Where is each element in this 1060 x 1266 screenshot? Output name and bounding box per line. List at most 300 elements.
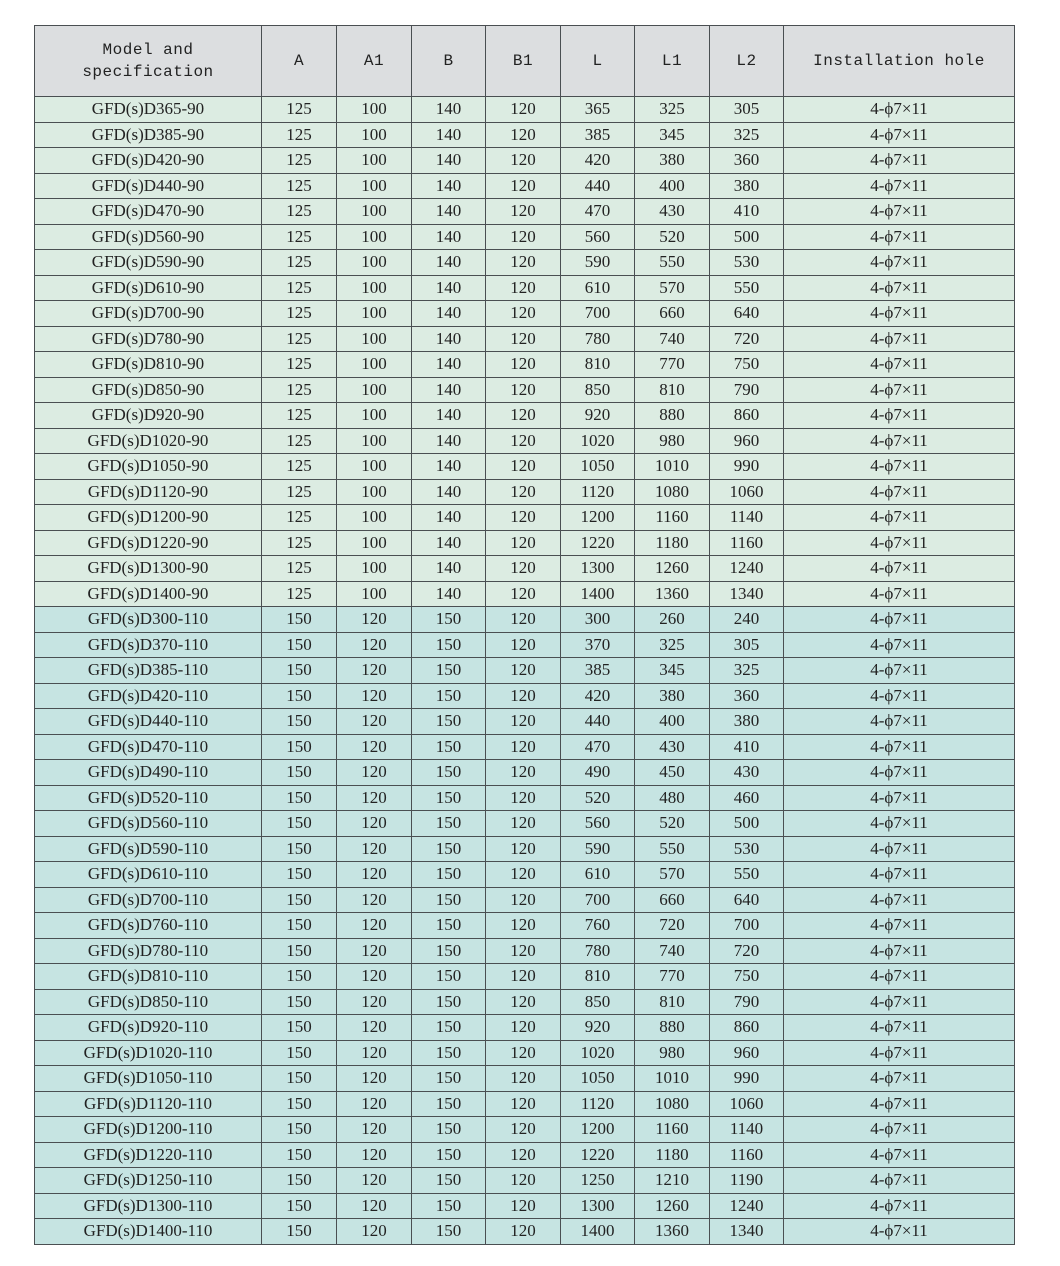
cell-model: GFD(s)D590-90	[35, 250, 262, 276]
cell-l: 1200	[561, 505, 635, 531]
cell-l: 1020	[561, 428, 635, 454]
cell-l1: 380	[635, 683, 710, 709]
cell-model: GFD(s)D520-110	[35, 785, 262, 811]
cell-l1: 1010	[635, 1066, 710, 1092]
cell-a1: 100	[337, 250, 412, 276]
cell-l: 1120	[561, 479, 635, 505]
cell-model: GFD(s)D1020-90	[35, 428, 262, 454]
cell-b1: 120	[486, 862, 561, 888]
cell-b1: 120	[486, 1142, 561, 1168]
cell-installation-hole: 4-ϕ7×11	[784, 1142, 1015, 1168]
cell-b1: 120	[486, 913, 561, 939]
cell-installation-hole: 4-ϕ7×11	[784, 964, 1015, 990]
table-row	[35, 173, 1015, 199]
cell-l: 560	[561, 811, 635, 837]
table-row	[35, 581, 1015, 607]
cell-l1: 1260	[635, 1193, 710, 1219]
cell-l2: 325	[710, 122, 784, 148]
cell-a1: 120	[337, 658, 412, 684]
cell-l: 385	[561, 658, 635, 684]
table-row	[35, 785, 1015, 811]
cell-installation-hole: 4-ϕ7×11	[784, 734, 1015, 760]
cell-l1: 770	[635, 352, 710, 378]
cell-a1: 120	[337, 785, 412, 811]
cell-a1: 120	[337, 1142, 412, 1168]
cell-model: GFD(s)D560-110	[35, 811, 262, 837]
cell-a: 150	[262, 811, 337, 837]
cell-l1: 810	[635, 377, 710, 403]
cell-a: 125	[262, 275, 337, 301]
cell-b1: 120	[486, 785, 561, 811]
cell-a: 125	[262, 428, 337, 454]
cell-a: 125	[262, 148, 337, 174]
table-row	[35, 301, 1015, 327]
cell-model: GFD(s)D420-90	[35, 148, 262, 174]
cell-model: GFD(s)D780-110	[35, 938, 262, 964]
cell-b1: 120	[486, 1168, 561, 1194]
cell-a1: 100	[337, 148, 412, 174]
cell-b: 150	[412, 1168, 486, 1194]
cell-a1: 100	[337, 428, 412, 454]
cell-a: 150	[262, 1040, 337, 1066]
cell-b: 150	[412, 913, 486, 939]
cell-l1: 550	[635, 250, 710, 276]
cell-installation-hole: 4-ϕ7×11	[784, 658, 1015, 684]
cell-b: 150	[412, 1066, 486, 1092]
cell-a: 150	[262, 989, 337, 1015]
cell-b: 140	[412, 97, 486, 123]
table-row	[35, 1040, 1015, 1066]
cell-a: 150	[262, 1168, 337, 1194]
cell-b1: 120	[486, 301, 561, 327]
cell-l2: 790	[710, 989, 784, 1015]
cell-b1: 120	[486, 224, 561, 250]
cell-a: 150	[262, 632, 337, 658]
cell-a1: 100	[337, 479, 412, 505]
cell-b: 150	[412, 1193, 486, 1219]
cell-a1: 120	[337, 1193, 412, 1219]
table-row	[35, 224, 1015, 250]
cell-b: 140	[412, 505, 486, 531]
header-installation-hole: Installation hole	[784, 26, 1015, 97]
table-row	[35, 709, 1015, 735]
cell-a1: 100	[337, 403, 412, 429]
cell-installation-hole: 4-ϕ7×11	[784, 454, 1015, 480]
cell-a1: 100	[337, 454, 412, 480]
cell-l: 810	[561, 352, 635, 378]
header-l: L	[561, 26, 635, 97]
cell-a: 125	[262, 97, 337, 123]
cell-a: 125	[262, 377, 337, 403]
cell-l2: 530	[710, 250, 784, 276]
cell-l1: 1180	[635, 530, 710, 556]
cell-l2: 410	[710, 734, 784, 760]
cell-b1: 120	[486, 403, 561, 429]
cell-installation-hole: 4-ϕ7×11	[784, 428, 1015, 454]
cell-l: 385	[561, 122, 635, 148]
cell-a: 125	[262, 250, 337, 276]
cell-b1: 120	[486, 1066, 561, 1092]
cell-a1: 120	[337, 683, 412, 709]
cell-a1: 100	[337, 301, 412, 327]
cell-a1: 100	[337, 556, 412, 582]
cell-model: GFD(s)D440-90	[35, 173, 262, 199]
cell-installation-hole: 4-ϕ7×11	[784, 1193, 1015, 1219]
cell-b1: 120	[486, 326, 561, 352]
cell-l1: 1210	[635, 1168, 710, 1194]
cell-a1: 120	[337, 913, 412, 939]
cell-installation-hole: 4-ϕ7×11	[784, 326, 1015, 352]
cell-model: GFD(s)D610-110	[35, 862, 262, 888]
cell-b: 150	[412, 1091, 486, 1117]
table-row	[35, 1091, 1015, 1117]
cell-l: 610	[561, 275, 635, 301]
cell-l2: 550	[710, 862, 784, 888]
cell-a: 150	[262, 658, 337, 684]
table-row	[35, 607, 1015, 633]
cell-l2: 990	[710, 1066, 784, 1092]
cell-l2: 430	[710, 760, 784, 786]
cell-a: 125	[262, 556, 337, 582]
cell-l: 760	[561, 913, 635, 939]
table-row	[35, 377, 1015, 403]
cell-b: 150	[412, 658, 486, 684]
table-row	[35, 454, 1015, 480]
cell-b: 150	[412, 760, 486, 786]
specification-table	[34, 25, 1015, 1245]
cell-a: 125	[262, 352, 337, 378]
cell-l2: 550	[710, 275, 784, 301]
cell-installation-hole: 4-ϕ7×11	[784, 1066, 1015, 1092]
cell-l1: 480	[635, 785, 710, 811]
cell-a: 150	[262, 734, 337, 760]
cell-l1: 1260	[635, 556, 710, 582]
cell-a1: 120	[337, 1117, 412, 1143]
header-l1: L1	[635, 26, 710, 97]
cell-b: 150	[412, 632, 486, 658]
cell-model: GFD(s)D700-90	[35, 301, 262, 327]
cell-model: GFD(s)D470-110	[35, 734, 262, 760]
table-row	[35, 250, 1015, 276]
cell-l2: 1060	[710, 479, 784, 505]
cell-installation-hole: 4-ϕ7×11	[784, 913, 1015, 939]
cell-b: 150	[412, 1219, 486, 1245]
cell-a: 150	[262, 1142, 337, 1168]
cell-installation-hole: 4-ϕ7×11	[784, 862, 1015, 888]
cell-l2: 1240	[710, 556, 784, 582]
cell-l: 1050	[561, 1066, 635, 1092]
table-row	[35, 836, 1015, 862]
table-row	[35, 938, 1015, 964]
table-row	[35, 862, 1015, 888]
cell-l2: 360	[710, 148, 784, 174]
cell-b1: 120	[486, 989, 561, 1015]
cell-l: 420	[561, 148, 635, 174]
cell-installation-hole: 4-ϕ7×11	[784, 122, 1015, 148]
cell-a: 150	[262, 964, 337, 990]
cell-model: GFD(s)D1400-110	[35, 1219, 262, 1245]
cell-a1: 100	[337, 97, 412, 123]
table-row	[35, 760, 1015, 786]
cell-model: GFD(s)D1200-110	[35, 1117, 262, 1143]
cell-a: 150	[262, 1015, 337, 1041]
cell-a1: 100	[337, 173, 412, 199]
cell-installation-hole: 4-ϕ7×11	[784, 836, 1015, 862]
table-row	[35, 556, 1015, 582]
cell-installation-hole: 4-ϕ7×11	[784, 989, 1015, 1015]
cell-l2: 1140	[710, 1117, 784, 1143]
cell-installation-hole: 4-ϕ7×11	[784, 148, 1015, 174]
cell-installation-hole: 4-ϕ7×11	[784, 760, 1015, 786]
cell-b: 150	[412, 785, 486, 811]
cell-l: 300	[561, 607, 635, 633]
cell-a: 125	[262, 530, 337, 556]
cell-model: GFD(s)D420-110	[35, 683, 262, 709]
cell-l2: 720	[710, 326, 784, 352]
cell-l1: 1360	[635, 1219, 710, 1245]
cell-l: 610	[561, 862, 635, 888]
cell-a: 150	[262, 760, 337, 786]
header-model	[35, 26, 262, 97]
header-b: B	[412, 26, 486, 97]
cell-installation-hole: 4-ϕ7×11	[784, 938, 1015, 964]
cell-b1: 120	[486, 97, 561, 123]
cell-a: 150	[262, 1193, 337, 1219]
cell-b1: 120	[486, 1117, 561, 1143]
cell-b1: 120	[486, 530, 561, 556]
cell-b: 150	[412, 1040, 486, 1066]
cell-l1: 1180	[635, 1142, 710, 1168]
table-row	[35, 505, 1015, 531]
cell-b: 150	[412, 811, 486, 837]
cell-a: 150	[262, 1091, 337, 1117]
cell-installation-hole: 4-ϕ7×11	[784, 250, 1015, 276]
cell-l2: 640	[710, 887, 784, 913]
cell-a: 125	[262, 581, 337, 607]
cell-model: GFD(s)D850-90	[35, 377, 262, 403]
cell-b1: 120	[486, 454, 561, 480]
table-row	[35, 1168, 1015, 1194]
cell-b: 140	[412, 454, 486, 480]
cell-a1: 120	[337, 862, 412, 888]
cell-installation-hole: 4-ϕ7×11	[784, 275, 1015, 301]
cell-b1: 120	[486, 760, 561, 786]
cell-l2: 305	[710, 97, 784, 123]
cell-model: GFD(s)D365-90	[35, 97, 262, 123]
cell-a: 125	[262, 403, 337, 429]
header-model-line-2: specification	[82, 63, 214, 81]
cell-l: 850	[561, 377, 635, 403]
cell-l2: 750	[710, 964, 784, 990]
cell-a1: 100	[337, 122, 412, 148]
cell-a: 125	[262, 224, 337, 250]
cell-l1: 880	[635, 1015, 710, 1041]
cell-a1: 120	[337, 1015, 412, 1041]
cell-l2: 1140	[710, 505, 784, 531]
cell-installation-hole: 4-ϕ7×11	[784, 632, 1015, 658]
cell-installation-hole: 4-ϕ7×11	[784, 97, 1015, 123]
table-row	[35, 97, 1015, 123]
cell-a: 150	[262, 1219, 337, 1245]
cell-b1: 120	[486, 683, 561, 709]
cell-a1: 120	[337, 632, 412, 658]
cell-l2: 380	[710, 709, 784, 735]
table-row	[35, 326, 1015, 352]
cell-model: GFD(s)D1050-90	[35, 454, 262, 480]
cell-b: 140	[412, 250, 486, 276]
cell-b1: 120	[486, 1040, 561, 1066]
cell-l: 520	[561, 785, 635, 811]
cell-a: 125	[262, 326, 337, 352]
cell-b1: 120	[486, 1015, 561, 1041]
table-header	[35, 26, 1015, 97]
cell-l: 440	[561, 173, 635, 199]
cell-b1: 120	[486, 173, 561, 199]
table-row	[35, 989, 1015, 1015]
table-row	[35, 403, 1015, 429]
cell-b1: 120	[486, 275, 561, 301]
cell-b: 150	[412, 683, 486, 709]
cell-a: 150	[262, 862, 337, 888]
cell-l1: 430	[635, 734, 710, 760]
cell-l2: 305	[710, 632, 784, 658]
cell-model: GFD(s)D440-110	[35, 709, 262, 735]
cell-l: 780	[561, 326, 635, 352]
cell-b1: 120	[486, 938, 561, 964]
cell-a1: 100	[337, 275, 412, 301]
cell-a: 125	[262, 173, 337, 199]
cell-installation-hole: 4-ϕ7×11	[784, 811, 1015, 837]
cell-installation-hole: 4-ϕ7×11	[784, 887, 1015, 913]
cell-a1: 120	[337, 1219, 412, 1245]
cell-a1: 100	[337, 530, 412, 556]
cell-a1: 120	[337, 1040, 412, 1066]
cell-b1: 120	[486, 836, 561, 862]
cell-model: GFD(s)D1300-90	[35, 556, 262, 582]
cell-installation-hole: 4-ϕ7×11	[784, 403, 1015, 429]
cell-a: 150	[262, 709, 337, 735]
cell-l: 810	[561, 964, 635, 990]
cell-b1: 120	[486, 505, 561, 531]
table-row	[35, 199, 1015, 225]
cell-b: 150	[412, 862, 486, 888]
cell-l: 1300	[561, 556, 635, 582]
cell-installation-hole: 4-ϕ7×11	[784, 173, 1015, 199]
cell-l2: 360	[710, 683, 784, 709]
cell-a1: 120	[337, 964, 412, 990]
cell-l: 1300	[561, 1193, 635, 1219]
cell-b1: 120	[486, 352, 561, 378]
cell-l1: 810	[635, 989, 710, 1015]
cell-model: GFD(s)D470-90	[35, 199, 262, 225]
cell-l1: 450	[635, 760, 710, 786]
cell-b: 140	[412, 556, 486, 582]
table-row	[35, 530, 1015, 556]
cell-model: GFD(s)D300-110	[35, 607, 262, 633]
cell-b: 150	[412, 887, 486, 913]
cell-l1: 400	[635, 173, 710, 199]
table-row	[35, 352, 1015, 378]
cell-l: 1400	[561, 1219, 635, 1245]
cell-l2: 790	[710, 377, 784, 403]
cell-l1: 430	[635, 199, 710, 225]
cell-l: 365	[561, 97, 635, 123]
table-row	[35, 1015, 1015, 1041]
cell-model: GFD(s)D1200-90	[35, 505, 262, 531]
cell-b: 140	[412, 326, 486, 352]
cell-l2: 1190	[710, 1168, 784, 1194]
cell-model: GFD(s)D590-110	[35, 836, 262, 862]
cell-l1: 660	[635, 301, 710, 327]
cell-a1: 120	[337, 607, 412, 633]
cell-model: GFD(s)D700-110	[35, 887, 262, 913]
cell-a1: 120	[337, 836, 412, 862]
header-a: A	[262, 26, 337, 97]
cell-b: 140	[412, 224, 486, 250]
cell-a1: 100	[337, 326, 412, 352]
cell-installation-hole: 4-ϕ7×11	[784, 581, 1015, 607]
cell-b: 140	[412, 581, 486, 607]
header-model-line-1: Model and	[102, 41, 194, 59]
cell-a1: 120	[337, 734, 412, 760]
cell-model: GFD(s)D385-90	[35, 122, 262, 148]
cell-l2: 720	[710, 938, 784, 964]
cell-model: GFD(s)D760-110	[35, 913, 262, 939]
cell-l: 920	[561, 1015, 635, 1041]
cell-l: 1400	[561, 581, 635, 607]
table-row	[35, 1142, 1015, 1168]
cell-a: 150	[262, 785, 337, 811]
cell-l2: 410	[710, 199, 784, 225]
cell-a: 150	[262, 913, 337, 939]
cell-model: GFD(s)D1300-110	[35, 1193, 262, 1219]
cell-l: 1050	[561, 454, 635, 480]
cell-l1: 1080	[635, 479, 710, 505]
cell-l1: 720	[635, 913, 710, 939]
cell-l2: 640	[710, 301, 784, 327]
cell-a: 125	[262, 505, 337, 531]
cell-b1: 120	[486, 811, 561, 837]
cell-l2: 530	[710, 836, 784, 862]
cell-installation-hole: 4-ϕ7×11	[784, 505, 1015, 531]
cell-model: GFD(s)D560-90	[35, 224, 262, 250]
header-a1: A1	[337, 26, 412, 97]
cell-b1: 120	[486, 1219, 561, 1245]
table-row	[35, 428, 1015, 454]
cell-l: 1020	[561, 1040, 635, 1066]
cell-installation-hole: 4-ϕ7×11	[784, 352, 1015, 378]
cell-l1: 520	[635, 811, 710, 837]
cell-a1: 100	[337, 581, 412, 607]
cell-model: GFD(s)D490-110	[35, 760, 262, 786]
cell-installation-hole: 4-ϕ7×11	[784, 530, 1015, 556]
cell-l2: 380	[710, 173, 784, 199]
cell-model: GFD(s)D1120-110	[35, 1091, 262, 1117]
table-row	[35, 275, 1015, 301]
cell-l2: 500	[710, 811, 784, 837]
table-row	[35, 1193, 1015, 1219]
cell-a: 150	[262, 1117, 337, 1143]
cell-a1: 120	[337, 1091, 412, 1117]
cell-model: GFD(s)D1250-110	[35, 1168, 262, 1194]
cell-l: 420	[561, 683, 635, 709]
cell-l1: 660	[635, 887, 710, 913]
cell-a1: 120	[337, 1168, 412, 1194]
cell-installation-hole: 4-ϕ7×11	[784, 301, 1015, 327]
cell-b: 140	[412, 479, 486, 505]
cell-model: GFD(s)D810-90	[35, 352, 262, 378]
cell-l2: 860	[710, 403, 784, 429]
